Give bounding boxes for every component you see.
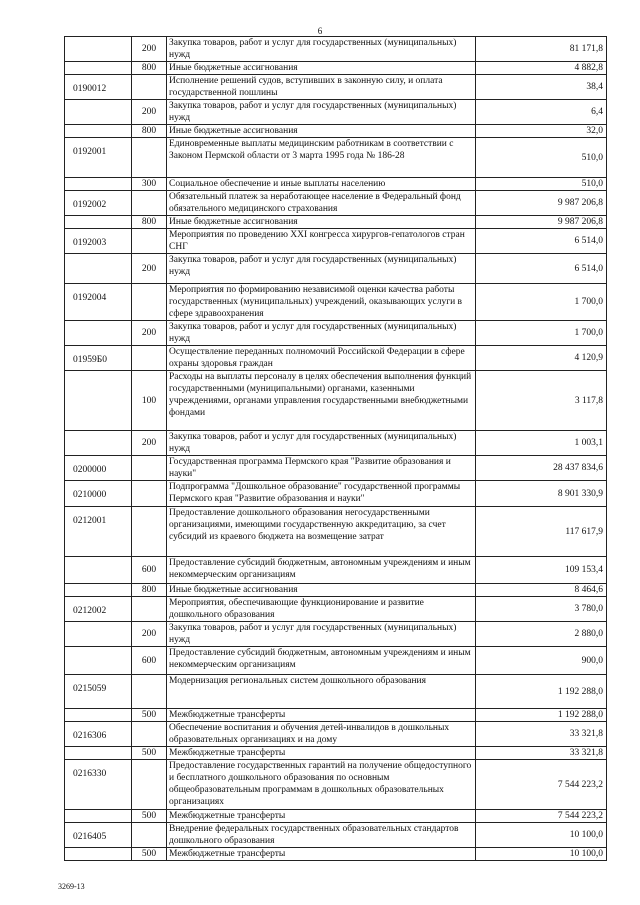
target-article-code: 0192003 <box>65 229 132 254</box>
item-name: Иные бюджетные ассигнования <box>167 62 476 75</box>
item-name: Межбюджетные трансферты <box>167 709 476 722</box>
target-article-code: 0216306 <box>65 722 132 747</box>
item-amount: 81 171,8 <box>476 37 607 62</box>
expense-type-code <box>132 760 167 810</box>
expense-type-code <box>132 481 167 507</box>
item-amount: 6 514,0 <box>476 254 607 284</box>
table-row <box>65 557 607 584</box>
target-article-code: 0200000 <box>65 456 132 481</box>
item-amount: 3 117,8 <box>476 371 607 431</box>
target-article-code <box>65 647 132 675</box>
item-amount: 6 514,0 <box>476 229 607 254</box>
expense-type-code: 800 <box>132 62 167 75</box>
table-row <box>65 62 607 75</box>
table-row <box>65 647 607 675</box>
target-article-code: 0192004 <box>65 284 132 321</box>
item-name: Закупка товаров, работ и услуг для государственных (муниципальных) нужд <box>167 254 476 284</box>
expense-type-code: 200 <box>132 100 167 125</box>
item-amount: 4 120,9 <box>476 346 607 371</box>
table-row <box>65 75 607 100</box>
item-amount: 28 437 834,6 <box>476 456 607 481</box>
expense-type-code <box>132 823 167 848</box>
expense-type-code <box>132 346 167 371</box>
table-row <box>65 37 607 62</box>
footer-code: 3269-13 <box>58 882 85 891</box>
table-row <box>65 254 607 284</box>
item-name: Иные бюджетные ассигнования <box>167 216 476 229</box>
item-name: Единовременные выплаты медицинским работникам в соответствии с Законом Пермской области от 3 марта 1995 года № 186-28 <box>167 138 476 178</box>
item-name: Государственная программа Пермского края "Развитие образования и науки" <box>167 456 476 481</box>
item-amount: 2 880,0 <box>476 622 607 647</box>
item-name: Закупка товаров, работ и услуг для государственных (муниципальных) нужд <box>167 431 476 456</box>
target-article-code <box>65 62 132 75</box>
table-row <box>65 229 607 254</box>
table-row <box>65 675 607 709</box>
item-name: Закупка товаров, работ и услуг для государственных (муниципальных) нужд <box>167 321 476 346</box>
item-name: Закупка товаров, работ и услуг для государственных (муниципальных) нужд <box>167 622 476 647</box>
table-row <box>65 284 607 321</box>
target-article-code <box>65 584 132 597</box>
table-row <box>65 100 607 125</box>
table-row <box>65 125 607 138</box>
item-name: Расходы на выплаты персоналу в целях обеспечения выполнения функций государственными (муниципальными) органами, казенными учреждениями, органами управления государственными внебюджетными фондами <box>167 371 476 431</box>
item-name: Мероприятия по проведению XXI конгресса хирургов-гепатологов стран СНГ <box>167 229 476 254</box>
target-article-code <box>65 254 132 284</box>
table-row <box>65 431 607 456</box>
expense-type-code: 200 <box>132 254 167 284</box>
target-article-code <box>65 747 132 760</box>
expense-type-code <box>132 284 167 321</box>
budget-table <box>64 36 607 861</box>
table-row <box>65 848 607 861</box>
item-name: Исполнение решений судов, вступивших в законную силу, и оплата государственной пошлины <box>167 75 476 100</box>
item-name: Мероприятия по формированию независимой оценки качества работы государственных (муниципальных) учреждений, оказывающих услуги в сфере здравоохранения <box>167 284 476 321</box>
expense-type-code: 300 <box>132 178 167 191</box>
item-amount: 9 987 206,8 <box>476 191 607 216</box>
expense-type-code <box>132 229 167 254</box>
target-article-code: 0192001 <box>65 138 132 178</box>
table-row <box>65 507 607 557</box>
target-article-code <box>65 125 132 138</box>
item-name: Закупка товаров, работ и услуг для государственных (муниципальных) нужд <box>167 37 476 62</box>
item-name: Обязательный платеж за неработающее население в Федеральный фонд обязательного медицинского страхования <box>167 191 476 216</box>
expense-type-code <box>132 456 167 481</box>
table-row <box>65 371 607 431</box>
item-amount: 3 780,0 <box>476 597 607 622</box>
expense-type-code: 100 <box>132 371 167 431</box>
table-row <box>65 584 607 597</box>
table-row <box>65 597 607 622</box>
item-amount: 7 544 223,2 <box>476 760 607 810</box>
expense-type-code: 800 <box>132 125 167 138</box>
target-article-code: 0216405 <box>65 823 132 848</box>
expense-type-code <box>132 722 167 747</box>
item-name: Иные бюджетные ассигнования <box>167 584 476 597</box>
item-name: Иные бюджетные ассигнования <box>167 125 476 138</box>
item-amount: 1 192 288,0 <box>476 709 607 722</box>
item-amount: 117 617,9 <box>476 507 607 557</box>
item-amount: 1 003,1 <box>476 431 607 456</box>
expense-type-code: 800 <box>132 584 167 597</box>
target-article-code <box>65 321 132 346</box>
target-article-code: 0216330 <box>65 760 132 810</box>
item-name: Подпрограмма "Дошкольное образование" государственной программы Пермского края "Развитие образования и науки" <box>167 481 476 507</box>
item-name: Предоставление государственных гарантий на получение общедоступного и бесплатного дошкольного образования по основным общеобразовательным программам в дошкольных образовательных организациях <box>167 760 476 810</box>
target-article-code: 0192002 <box>65 191 132 216</box>
item-amount: 510,0 <box>476 138 607 178</box>
table-row <box>65 191 607 216</box>
expense-type-code: 600 <box>132 557 167 584</box>
table-row <box>65 321 607 346</box>
target-article-code <box>65 848 132 861</box>
expense-type-code: 200 <box>132 321 167 346</box>
expense-type-code: 800 <box>132 216 167 229</box>
item-name: Внедрение федеральных государственных образовательных стандартов дошкольного образования <box>167 823 476 848</box>
page-number: 6 <box>317 26 323 36</box>
target-article-code: 0215059 <box>65 675 132 709</box>
expense-type-code: 500 <box>132 810 167 823</box>
expense-type-code: 500 <box>132 747 167 760</box>
item-amount: 900,0 <box>476 647 607 675</box>
target-article-code: 0212001 <box>65 507 132 557</box>
table-row <box>65 810 607 823</box>
table-row <box>65 622 607 647</box>
expense-type-code <box>132 191 167 216</box>
target-article-code <box>65 557 132 584</box>
target-article-code: 01959Б0 <box>65 346 132 371</box>
expense-type-code <box>132 138 167 178</box>
expense-type-code <box>132 597 167 622</box>
table-row <box>65 823 607 848</box>
target-article-code <box>65 178 132 191</box>
item-amount: 33 321,8 <box>476 747 607 760</box>
item-amount: 109 153,4 <box>476 557 607 584</box>
item-name: Осуществление переданных полномочий Российской Федерации в сфере охраны здоровья граждан <box>167 346 476 371</box>
item-amount: 1 700,0 <box>476 284 607 321</box>
item-amount: 1 192 288,0 <box>476 675 607 709</box>
target-article-code <box>65 216 132 229</box>
item-amount: 38,4 <box>476 75 607 100</box>
item-name: Межбюджетные трансферты <box>167 810 476 823</box>
table-row <box>65 456 607 481</box>
item-name: Социальное обеспечение и иные выплаты населению <box>167 178 476 191</box>
item-amount: 7 544 223,2 <box>476 810 607 823</box>
expense-type-code: 200 <box>132 431 167 456</box>
budget-table-body <box>65 37 607 861</box>
item-amount: 9 987 206,8 <box>476 216 607 229</box>
item-name: Предоставление субсидий бюджетным, автономным учреждениям и иным некоммерческим организациям <box>167 647 476 675</box>
expense-type-code: 500 <box>132 709 167 722</box>
expense-type-code <box>132 75 167 100</box>
item-name: Предоставление субсидий бюджетным, автономным учреждениям и иным некоммерческим организациям <box>167 557 476 584</box>
item-name: Межбюджетные трансферты <box>167 848 476 861</box>
item-name: Модернизация региональных систем дошкольного образования <box>167 675 476 709</box>
item-amount: 33 321,8 <box>476 722 607 747</box>
target-article-code <box>65 431 132 456</box>
table-row <box>65 346 607 371</box>
expense-type-code <box>132 675 167 709</box>
target-article-code: 0212002 <box>65 597 132 622</box>
item-name: Межбюджетные трансферты <box>167 747 476 760</box>
target-article-code: 0210000 <box>65 481 132 507</box>
item-amount: 32,0 <box>476 125 607 138</box>
target-article-code <box>65 709 132 722</box>
item-amount: 8 901 330,9 <box>476 481 607 507</box>
expense-type-code: 200 <box>132 622 167 647</box>
target-article-code <box>65 37 132 62</box>
target-article-code <box>65 810 132 823</box>
item-amount: 510,0 <box>476 178 607 191</box>
item-amount: 4 882,8 <box>476 62 607 75</box>
table-row <box>65 216 607 229</box>
item-amount: 10 100,0 <box>476 823 607 848</box>
table-row <box>65 747 607 760</box>
expense-type-code <box>132 507 167 557</box>
item-amount: 10 100,0 <box>476 848 607 861</box>
item-name: Мероприятия, обеспечивающие функционирование и развитие дошкольного образования <box>167 597 476 622</box>
table-row <box>65 722 607 747</box>
table-row <box>65 178 607 191</box>
target-article-code <box>65 371 132 431</box>
item-name: Закупка товаров, работ и услуг для государственных (муниципальных) нужд <box>167 100 476 125</box>
table-row <box>65 760 607 810</box>
item-amount: 1 700,0 <box>476 321 607 346</box>
item-amount: 8 464,6 <box>476 584 607 597</box>
expense-type-code: 200 <box>132 37 167 62</box>
target-article-code <box>65 622 132 647</box>
item-name: Предоставление дошкольного образования негосударственными организациями, имеющими государственную аккредитацию, за счет субсидий из краевого бюджета на возмещение затрат <box>167 507 476 557</box>
table-row <box>65 138 607 178</box>
expense-type-code: 600 <box>132 647 167 675</box>
table-row <box>65 709 607 722</box>
item-amount: 6,4 <box>476 100 607 125</box>
expense-type-code: 500 <box>132 848 167 861</box>
item-name: Обеспечение воспитания и обучения детей-инвалидов в дошкольных образовательных организациях и на дому <box>167 722 476 747</box>
table-row <box>65 481 607 507</box>
target-article-code <box>65 100 132 125</box>
target-article-code: 0190012 <box>65 75 132 100</box>
